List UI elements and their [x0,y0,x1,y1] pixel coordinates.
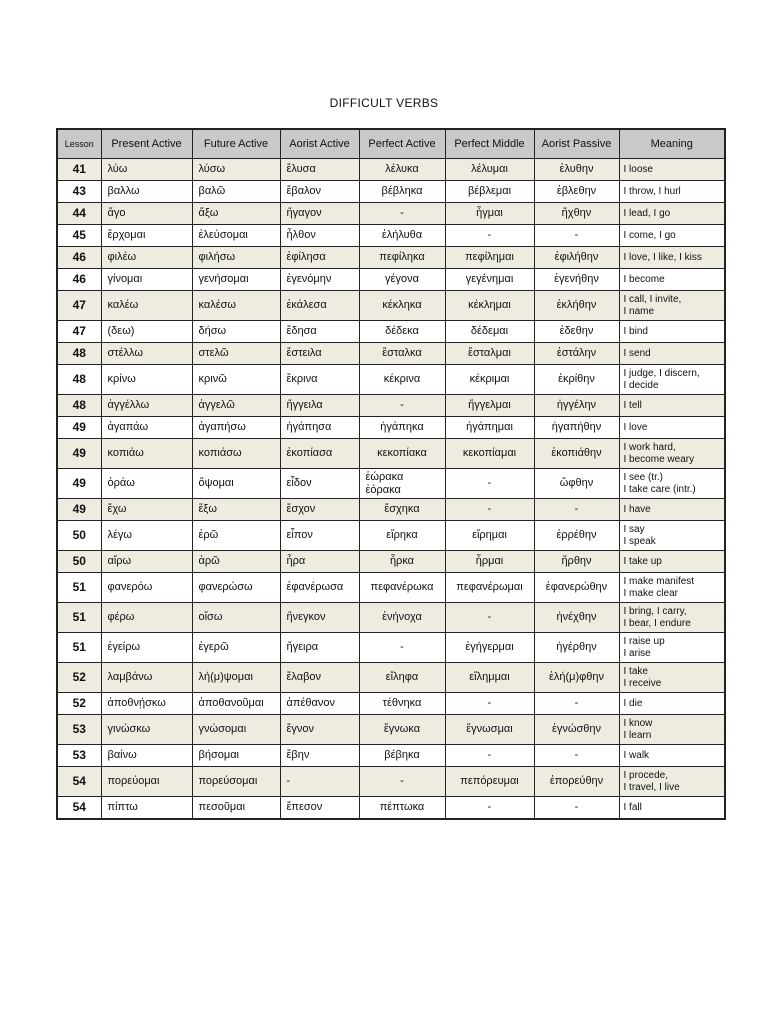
meaning-cell [619,521,725,551]
aorist-passive-cell: ἤχθην [534,203,619,225]
header-aorist-passive: Aorist Passive [534,129,619,159]
aorist-active-cell: ἐκάλεσα [280,291,359,321]
present-active-cell: κοπιάω [101,439,192,469]
meaning-cell [619,767,725,797]
perfect-active-cell: ἔσχηκα [359,499,445,521]
present-active-cell: λέγω [101,521,192,551]
table-row [57,521,725,551]
aorist-active-cell: ἀπέθανον [280,693,359,715]
aorist-passive-cell: ἠγέρθην [534,633,619,663]
perfect-middle-cell: κέκριμαι [445,365,534,395]
meaning-cell [619,343,725,365]
table-row [57,439,725,469]
present-active-cell: πορεύομαι [101,767,192,797]
table-row [57,321,725,343]
table-row [57,797,725,820]
table-row [57,693,725,715]
meaning-cell [619,395,725,417]
meaning-cell [619,247,725,269]
perfect-middle-cell: ἔσταλμαι [445,343,534,365]
table-row [57,573,725,603]
aorist-active-cell: ἔλαβον [280,663,359,693]
perfect-active-cell: ἠγάπηκα [359,417,445,439]
aorist-active-cell: ἐγενόμην [280,269,359,291]
lesson-cell: 53 [57,745,101,767]
meaning-line: I become [623,273,665,285]
aorist-passive-cell: ἐβλεθην [534,181,619,203]
meaning-line: I judge, I discern, [623,367,700,379]
perfect-middle-cell: ἠγάπημαι [445,417,534,439]
aorist-active-cell: ἐφανέρωσα [280,573,359,603]
lesson-cell: 52 [57,693,101,715]
perfect-middle-cell: - [445,225,534,247]
future-active-cell: ἐρῶ [192,521,280,551]
perfect-active-cell: κεκοπίακα [359,439,445,469]
perfect-middle-cell: εἴλημμαι [445,663,534,693]
aorist-active-cell: ἔβην [280,745,359,767]
meaning-line: I know [623,717,653,729]
meaning-line: I receive [623,677,662,689]
table-row [57,499,725,521]
table-row [57,417,725,439]
future-active-cell: στελῶ [192,343,280,365]
present-active-cell: κρίνω [101,365,192,395]
aorist-passive-cell: ἐφιλήθην [534,247,619,269]
header-future-active: Future Active [192,129,280,159]
aorist-passive-cell: ἐκλήθην [534,291,619,321]
future-active-cell: ἄξω [192,203,280,225]
perfect-middle-cell: βέβλεμαι [445,181,534,203]
meaning-line: I have [623,503,651,515]
verb-table [56,128,726,820]
aorist-active-cell: ἔσχον [280,499,359,521]
lesson-cell: 46 [57,269,101,291]
meaning-line: I walk [623,749,650,761]
aorist-passive-cell: - [534,499,619,521]
aorist-active-cell: εἶδον [280,469,359,499]
future-active-cell: ἀγγελῶ [192,395,280,417]
meaning-cell [619,715,725,745]
lesson-cell: 51 [57,633,101,663]
table-row [57,745,725,767]
meaning-line: I come, I go [623,229,676,241]
aorist-active-cell: ἔλυσα [280,159,359,181]
perfect-active-cell [359,469,445,499]
aorist-active-cell: ἤνεγκον [280,603,359,633]
document-title: DIFFICULT VERBS [329,96,439,110]
aorist-passive-cell: ἐγενήθην [534,269,619,291]
perfect-middle-cell: ἦγμαι [445,203,534,225]
aorist-active-cell: ἦλθον [280,225,359,247]
meaning-cell [619,365,725,395]
meaning-line: I decide [623,379,659,391]
aorist-passive-cell: ἠγαπήθην [534,417,619,439]
perfect-middle-cell: - [445,469,534,499]
table-row [57,225,725,247]
perfect-middle-cell: - [445,693,534,715]
future-active-cell: φιλήσω [192,247,280,269]
present-active-cell: λαμβάνω [101,663,192,693]
future-active-cell: ὄψομαι [192,469,280,499]
perfect-middle-cell: κέκλημαι [445,291,534,321]
meaning-line: I raise up [623,635,665,647]
future-active-cell: γενήσομαι [192,269,280,291]
meaning-cell [619,269,725,291]
meaning-cell [619,181,725,203]
aorist-passive-cell: ἐφανερώθην [534,573,619,603]
perfect-active-cell: λέλυκα [359,159,445,181]
aorist-passive-cell: ἤρθην [534,551,619,573]
table-row [57,715,725,745]
meaning-cell [619,203,725,225]
meaning-line: I send [623,347,651,359]
aorist-active-cell: ἔστειλα [280,343,359,365]
table-row [57,343,725,365]
future-active-cell: καλέσω [192,291,280,321]
meaning-cell [619,291,725,321]
meaning-line: I travel, I live [623,781,680,793]
table-row [57,269,725,291]
meaning-line: I speak [623,535,656,547]
perfect-active-cell: - [359,395,445,417]
meaning-line: I bring, I carry, [623,605,687,617]
future-active-cell: κοπιάσω [192,439,280,469]
present-active-cell: βαίνω [101,745,192,767]
future-active-cell: γνώσομαι [192,715,280,745]
meaning-cell [619,663,725,693]
meaning-cell [619,797,725,820]
meaning-cell [619,633,725,663]
table-row [57,365,725,395]
table-row [57,603,725,633]
meaning-cell [619,225,725,247]
lesson-cell: 51 [57,603,101,633]
perfect-active-cell: πεφίληκα [359,247,445,269]
aorist-passive-cell: ἐλυθην [534,159,619,181]
meaning-cell [619,469,725,499]
meaning-line: I bear, I endure [623,617,691,629]
cell-line: ἑόρακα [365,483,401,496]
future-active-cell: ἀρῶ [192,551,280,573]
present-active-cell: πίπτω [101,797,192,820]
meaning-line: I throw, I hurl [623,185,681,197]
lesson-cell: 41 [57,159,101,181]
lesson-cell: 50 [57,551,101,573]
meaning-line: I become weary [623,453,695,465]
perfect-active-cell: ἔσταλκα [359,343,445,365]
perfect-active-cell: εἴρηκα [359,521,445,551]
aorist-active-cell: ἔγνον [280,715,359,745]
perfect-active-cell: πέπτωκα [359,797,445,820]
lesson-cell: 49 [57,439,101,469]
aorist-active-cell: ἦρα [280,551,359,573]
perfect-middle-cell: ἦρμαι [445,551,534,573]
meaning-line: I tell [623,399,642,411]
table-row [57,395,725,417]
future-active-cell: βήσομαι [192,745,280,767]
perfect-active-cell: βέβληκα [359,181,445,203]
future-active-cell: φανερώσω [192,573,280,603]
meaning-line: I die [623,697,643,709]
present-active-cell: ἀγγέλλω [101,395,192,417]
header-perfect-middle: Perfect Middle [445,129,534,159]
aorist-active-cell: - [280,767,359,797]
table-row [57,203,725,225]
future-active-cell: οἴσω [192,603,280,633]
perfect-middle-cell: δέδεμαι [445,321,534,343]
meaning-line: I take care (intr.) [623,483,696,495]
present-active-cell: φιλέω [101,247,192,269]
future-active-cell: κρινῶ [192,365,280,395]
lesson-cell: 54 [57,797,101,820]
header-aorist-active: Aorist Active [280,129,359,159]
aorist-active-cell: ἐφίλησα [280,247,359,269]
meaning-line: I bind [623,325,648,337]
present-active-cell: λύω [101,159,192,181]
table-row [57,181,725,203]
future-active-cell: πεσοῦμαι [192,797,280,820]
meaning-cell [619,417,725,439]
lesson-cell: 46 [57,247,101,269]
meaning-cell [619,321,725,343]
future-active-cell: ἐλεύσομαι [192,225,280,247]
aorist-passive-cell: - [534,745,619,767]
meaning-cell [619,693,725,715]
perfect-active-cell: τέθνηκα [359,693,445,715]
cell-line: ἑώρακα [365,470,404,483]
verb-table-body [57,159,725,820]
table-row [57,767,725,797]
perfect-active-cell: δέδεκα [359,321,445,343]
header-perfect-active: Perfect Active [359,129,445,159]
lesson-cell: 44 [57,203,101,225]
perfect-middle-cell: - [445,603,534,633]
present-active-cell: φέρω [101,603,192,633]
aorist-active-cell: ἠγάπησα [280,417,359,439]
perfect-active-cell: κέκρινα [359,365,445,395]
future-active-cell: πορεύσομαι [192,767,280,797]
lesson-cell: 47 [57,291,101,321]
lesson-cell: 45 [57,225,101,247]
meaning-line: I love [623,421,648,433]
present-active-cell: στέλλω [101,343,192,365]
meaning-line: I say [623,523,645,535]
present-active-cell: ἔρχομαι [101,225,192,247]
aorist-passive-cell: ἐδεθην [534,321,619,343]
meaning-line: I work hard, [623,441,676,453]
perfect-active-cell: ἐλήλυθα [359,225,445,247]
lesson-cell: 47 [57,321,101,343]
present-active-cell: γινώσκω [101,715,192,745]
aorist-passive-cell: ἐστάλην [534,343,619,365]
header-meaning: Meaning [619,129,725,159]
aorist-active-cell: ἔβαλον [280,181,359,203]
lesson-cell: 48 [57,395,101,417]
header-row [57,129,725,159]
perfect-middle-cell: ἐγήγερμαι [445,633,534,663]
perfect-middle-cell: - [445,499,534,521]
present-active-cell: γίνομαι [101,269,192,291]
table-row [57,291,725,321]
aorist-passive-cell: - [534,225,619,247]
present-active-cell: ἀγαπάω [101,417,192,439]
aorist-passive-cell: ἐπορεύθην [534,767,619,797]
aorist-passive-cell: - [534,797,619,820]
table-row [57,663,725,693]
meaning-line: I take [623,665,648,677]
lesson-cell: 49 [57,469,101,499]
table-row [57,469,725,499]
meaning-line: I take up [623,555,662,567]
aorist-passive-cell: ἐκοπιάθην [534,439,619,469]
meaning-line: I make manifest [623,575,695,587]
perfect-active-cell: γέγονα [359,269,445,291]
present-active-cell: φανερόω [101,573,192,603]
meaning-cell [619,603,725,633]
perfect-middle-cell: γεγένημαι [445,269,534,291]
meaning-line: I arise [623,647,651,659]
aorist-active-cell: ἔκρινα [280,365,359,395]
aorist-passive-cell: ἐκρίθην [534,365,619,395]
present-active-cell: ὁράω [101,469,192,499]
perfect-middle-cell: ἔγνωσμαι [445,715,534,745]
aorist-passive-cell: ἐρρέθην [534,521,619,551]
lesson-cell: 48 [57,343,101,365]
meaning-line: I name [623,305,655,317]
present-active-cell: ἐγείρω [101,633,192,663]
table-row [57,633,725,663]
meaning-line: I fall [623,801,642,813]
meaning-line: I call, I invite, [623,293,682,305]
future-active-cell: ἀγαπήσω [192,417,280,439]
perfect-active-cell: - [359,633,445,663]
meaning-cell [619,551,725,573]
aorist-passive-cell: ὤφθην [534,469,619,499]
perfect-middle-cell: ἤγγελμαι [445,395,534,417]
aorist-active-cell: εἶπον [280,521,359,551]
aorist-active-cell: ἔδησα [280,321,359,343]
future-active-cell: βαλῶ [192,181,280,203]
header-lesson: Lesson [57,129,101,159]
header-present-active: Present Active [101,129,192,159]
aorist-active-cell: ἐκοπίασα [280,439,359,469]
aorist-active-cell: ἤγγειλα [280,395,359,417]
perfect-active-cell: - [359,767,445,797]
perfect-active-cell: βέβηκα [359,745,445,767]
aorist-passive-cell: ἠγγέλην [534,395,619,417]
meaning-line: I love, I like, I kiss [623,251,702,263]
perfect-middle-cell: πεφανέρωμαι [445,573,534,603]
table-row [57,551,725,573]
perfect-active-cell: ἦρκα [359,551,445,573]
lesson-cell: 52 [57,663,101,693]
perfect-middle-cell: - [445,797,534,820]
meaning-line: I see (tr.) [623,471,663,483]
aorist-passive-cell: ἠνέχθην [534,603,619,633]
present-active-cell: καλέω [101,291,192,321]
present-active-cell: αἴρω [101,551,192,573]
perfect-middle-cell: πεπόρευμαι [445,767,534,797]
future-active-cell: λύσω [192,159,280,181]
aorist-active-cell: ἔπεσον [280,797,359,820]
meaning-line: I learn [623,729,652,741]
present-active-cell: βαλλω [101,181,192,203]
perfect-middle-cell: κεκοπίαμαι [445,439,534,469]
lesson-cell: 54 [57,767,101,797]
lesson-cell: 49 [57,417,101,439]
meaning-line: I loose [623,163,653,175]
lesson-cell: 53 [57,715,101,745]
future-active-cell: ἐγερῶ [192,633,280,663]
lesson-cell: 51 [57,573,101,603]
perfect-active-cell: εἴληφα [359,663,445,693]
lesson-cell: 50 [57,521,101,551]
meaning-cell [619,745,725,767]
meaning-cell [619,439,725,469]
perfect-active-cell: ἔγνωκα [359,715,445,745]
meaning-cell [619,499,725,521]
meaning-line: I lead, I go [623,207,671,219]
future-active-cell: ἕξω [192,499,280,521]
table-row [57,159,725,181]
perfect-middle-cell: εἴρημαι [445,521,534,551]
present-active-cell: ἄγο [101,203,192,225]
future-active-cell: λή(μ)ψομαι [192,663,280,693]
aorist-passive-cell: ἐγνώσθην [534,715,619,745]
aorist-passive-cell: ἐλή(μ)φθην [534,663,619,693]
present-active-cell: (δεω) [101,321,192,343]
perfect-middle-cell: πεφίλημαι [445,247,534,269]
present-active-cell: ἀποθνῄσκω [101,693,192,715]
table-row [57,247,725,269]
perfect-active-cell: κέκληκα [359,291,445,321]
future-active-cell: δήσω [192,321,280,343]
meaning-line: I make clear [623,587,678,599]
aorist-passive-cell: - [534,693,619,715]
aorist-active-cell: ἤγαγον [280,203,359,225]
lesson-cell: 48 [57,365,101,395]
aorist-active-cell: ἤγειρα [280,633,359,663]
lesson-cell: 49 [57,499,101,521]
perfect-active-cell: - [359,203,445,225]
perfect-middle-cell: λέλυμαι [445,159,534,181]
meaning-cell [619,159,725,181]
future-active-cell: ἀποθανοῦμαι [192,693,280,715]
meaning-cell [619,573,725,603]
perfect-active-cell: ἐνήνοχα [359,603,445,633]
perfect-middle-cell: - [445,745,534,767]
perfect-active-cell: πεφανέρωκα [359,573,445,603]
lesson-cell: 43 [57,181,101,203]
meaning-line: I procede, [623,769,668,781]
present-active-cell: ἔχω [101,499,192,521]
